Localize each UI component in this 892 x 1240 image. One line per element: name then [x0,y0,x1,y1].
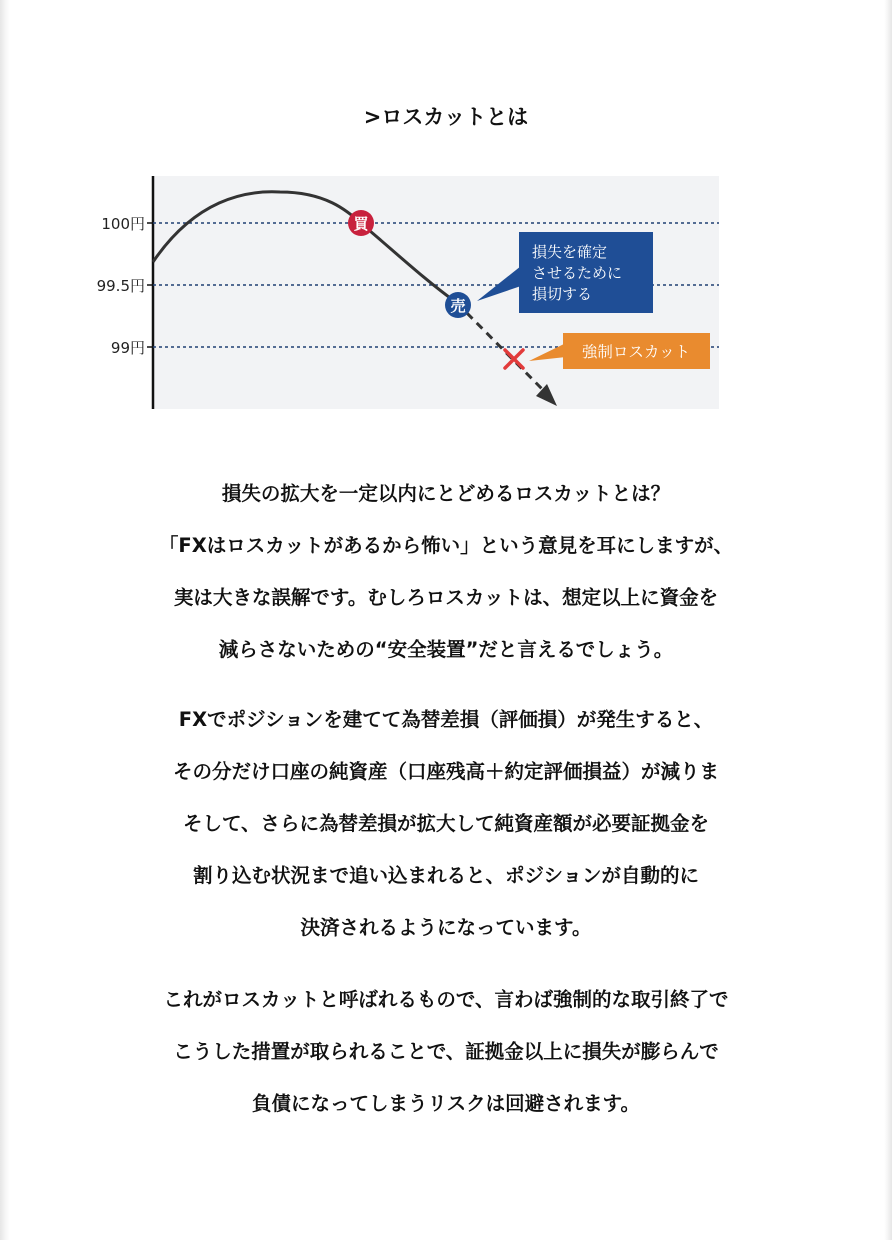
paragraph-line: 決済されるようになっています。 [300,916,592,939]
paragraph-line: 減らさないための“安全装置”だと言えるでしょう。 [218,638,674,661]
paragraph-line: 実は大きな誤解です。むしろロスカットは、想定以上に資金を [173,586,719,609]
paragraph-line: 負債になってしまうリスクは回避されます。 [251,1092,641,1115]
loss-cut-diagram [85,170,725,415]
orange-callout-label: 強制ロスカット [581,343,691,361]
paragraph-1 [0,468,892,676]
paragraph-line: そして、さらに為替差損が拡大して純資産額が必要証拠金を [182,812,710,835]
blue-callout-line-2: させるために [532,264,623,282]
paragraph-line: こうした措置が取られることで、証拠金以上に損失が膨らんで [173,1040,719,1063]
paragraph-line: 損失の拡大を一定以内にとどめるロスカットとは？ [221,482,671,505]
paragraph-2 [0,694,892,954]
blue-callout-line-1: 損失を確定 [532,243,608,261]
sell-marker-label: 売 [450,297,466,315]
paragraph-line: これがロスカットと呼ばれるもので、言わば強制的な取引終了で [163,988,729,1011]
paragraph-3 [0,974,892,1130]
paragraph-line: FXでポジションを建てて為替差損（評価損）が発生すると、 [178,708,714,731]
paragraph-line: 割り込む状況まで追い込まれると、ポジションが自動的に [192,864,700,887]
y-tick-label-100: 100円 [101,215,145,233]
buy-marker-label: 買 [353,215,369,233]
paragraph-line: その分だけ口座の純資産（口座残高＋約定評価損益）が減りま [172,760,719,783]
paragraph-line: 「FXはロスカットがあるから怖い」という意見を耳にしますが、 [158,534,734,557]
y-tick-label-99: 99円 [110,339,145,357]
y-tick-label-99-5: 99.5円 [96,277,145,295]
section-heading: >ロスカットとは [363,105,529,129]
blue-callout-line-3: 損切する [532,285,593,303]
